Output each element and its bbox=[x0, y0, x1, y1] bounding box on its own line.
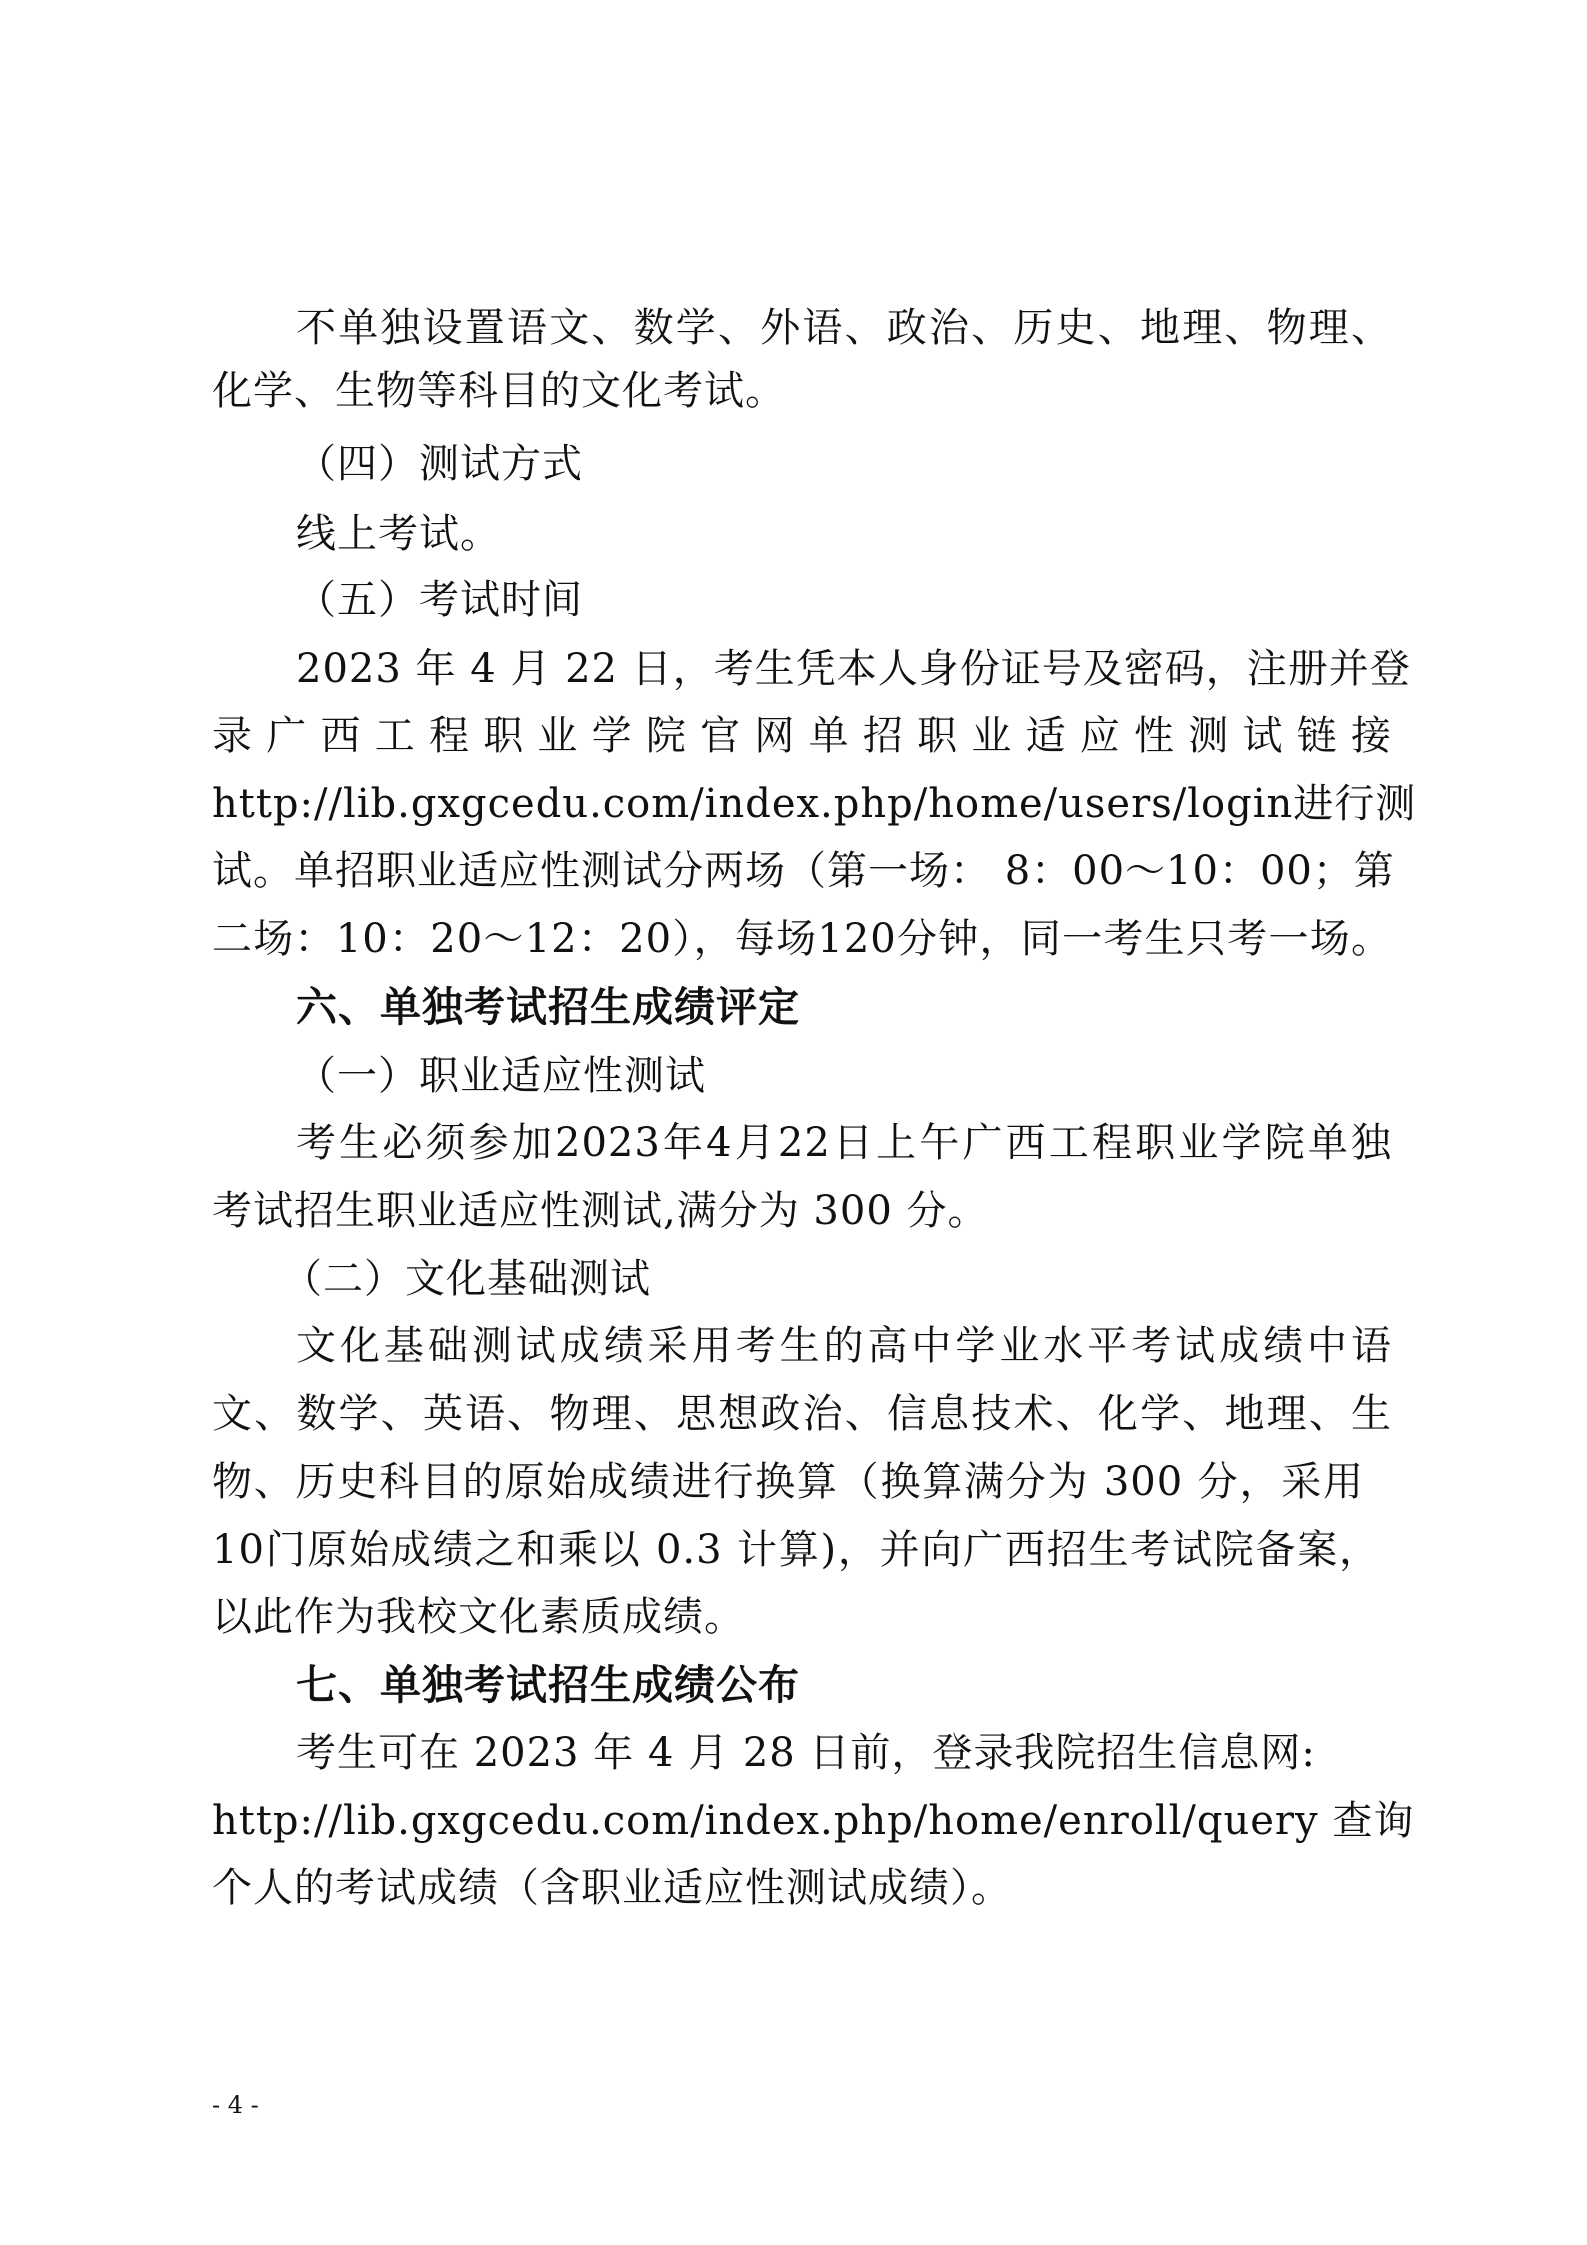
paragraph-line: 考试招生职业适应性测试,满分为 300 分。 bbox=[212, 1188, 989, 1234]
paragraph-line: 10门原始成绩之和乘以 0.3 计算)，并向广西招生考试院备案， bbox=[212, 1527, 1380, 1573]
paragraph-line: 文化基础测试成绩采用考生的高中学业水平考试成绩中语 bbox=[296, 1323, 1392, 1369]
page-number: - 4 - bbox=[212, 2091, 259, 2119]
paragraph-line: 物、历史科目的原始成绩进行换算（换算满分为 300 分，采用 bbox=[212, 1459, 1364, 1505]
paragraph-line: 录广西工程职业学院官网单招职业适应性测试链接 bbox=[212, 713, 1392, 759]
paragraph-line: 以此作为我校文化素质成绩。 bbox=[212, 1594, 745, 1640]
paragraph-line: 2023 年 4 月 22 日，考生凭本人身份证号及密码，注册并登 bbox=[296, 646, 1411, 692]
subheading-exam-time: （五）考试时间 bbox=[296, 577, 583, 623]
paragraph-line: 不单独设置语文、数学、外语、政治、历史、地理、物理、 bbox=[296, 305, 1392, 351]
paragraph-line: 二场：10：20～12：20），每场120分钟，同一考生只考一场。 bbox=[212, 916, 1392, 962]
subheading-test-method: （四）测试方式 bbox=[296, 441, 583, 487]
subheading-cultural-test: （二）文化基础测试 bbox=[282, 1256, 651, 1302]
section-heading-score-evaluation: 六、单独考试招生成绩评定 bbox=[296, 983, 800, 1031]
paragraph-line: 试。单招职业适应性测试分两场（第一场： 8：00～10：00；第 bbox=[212, 848, 1395, 894]
url-line: http://lib.gxgcedu.com/index.php/home/users/login进行测 bbox=[212, 781, 1417, 827]
paragraph-line: 化学、生物等科目的文化考试。 bbox=[212, 368, 786, 414]
paragraph-line: 考生可在 2023 年 4 月 28 日前，登录我院招生信息网: bbox=[296, 1730, 1316, 1776]
paragraph-line: 个人的考试成绩（含职业适应性测试成绩）。 bbox=[212, 1865, 1012, 1911]
subheading-aptitude-test: （一）职业适应性测试 bbox=[296, 1053, 706, 1099]
paragraph-line: 文、数学、英语、物理、思想政治、信息技术、化学、地理、生 bbox=[212, 1391, 1392, 1437]
url-line: http://lib.gxgcedu.com/index.php/home/enroll/query 查询 bbox=[212, 1798, 1415, 1844]
paragraph-line: 考生必须参加2023年4月22日上午广西工程职业学院单独 bbox=[296, 1120, 1392, 1166]
paragraph-line: 线上考试。 bbox=[296, 511, 501, 557]
section-heading-score-announcement: 七、单独考试招生成绩公布 bbox=[296, 1661, 800, 1709]
